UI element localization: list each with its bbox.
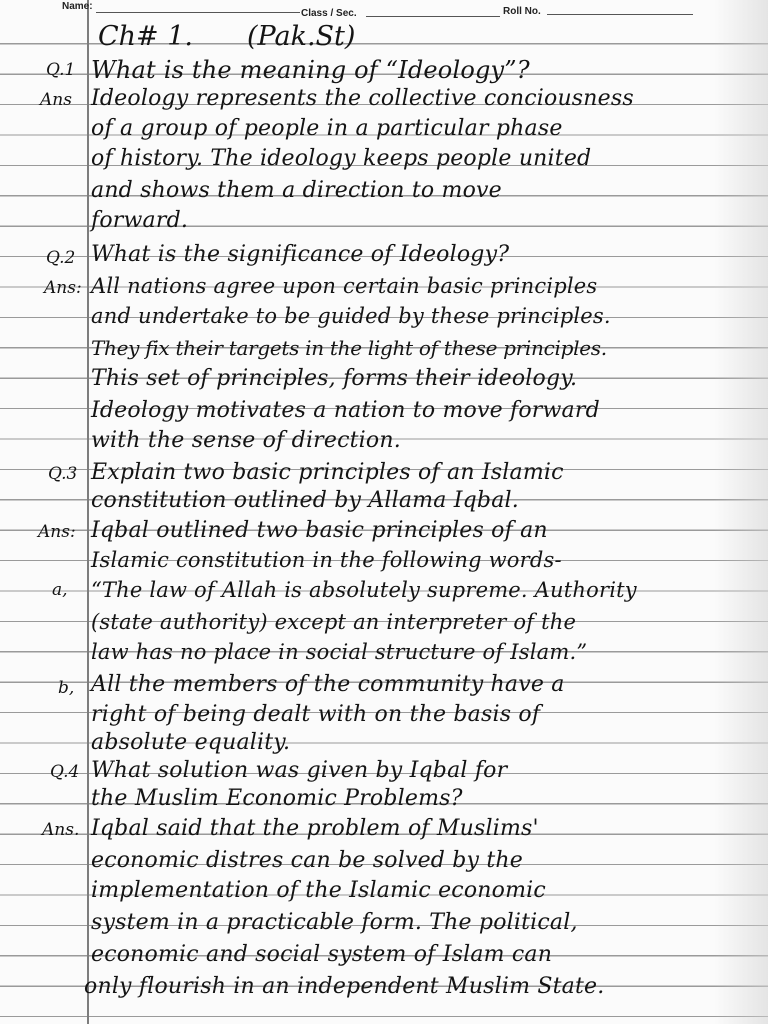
point-b-line-1: All the members of the community have a [91, 672, 565, 697]
ans2-line-5: Ideology motivates a nation to move forward [91, 398, 600, 423]
ans2-line-6: with the sense of direction. [91, 428, 401, 453]
roll-blank [547, 14, 693, 15]
answer-1-marker: Ans [40, 90, 72, 110]
ans4-line-6: only flourish in an independent Muslim State. [84, 974, 605, 999]
q1-text: What is the meaning of “Ideology”? [91, 56, 530, 84]
point-a-line-2: (state authority) except an interpreter of the [91, 610, 577, 634]
ans4-line-1: Iqbal said that the problem of Muslims' [91, 816, 539, 841]
ans4-line-2: economic distres can be solved by the [91, 848, 524, 873]
answer-4-marker: Ans. [42, 820, 80, 840]
q4-line-2: the Muslim Economic Problems? [91, 786, 463, 811]
point-b-line-2: right of being dealt with on the basis of [91, 702, 541, 727]
q3-line-1: Explain two basic principles of an Islamic [91, 460, 564, 485]
ans3-line-1: Iqbal outlined two basic principles of an [91, 518, 548, 543]
ans1-line-4: and shows them a direction to move [91, 178, 502, 203]
class-label: Class / Sec. [301, 8, 357, 19]
point-b-line-3: absolute equality. [91, 730, 291, 755]
ans2-line-2: and undertake to be guided by these principles. [91, 304, 611, 328]
chapter-heading: Ch# 1. [98, 21, 194, 52]
answer-2-marker: Ans: [44, 278, 82, 298]
subject-heading: (Pak.St) [247, 21, 356, 52]
ans1-line-2: of a group of people in a particular phase [91, 116, 563, 141]
ans2-line-1: All nations agree upon certain basic principles [91, 274, 598, 298]
point-a-marker: a, [52, 580, 68, 600]
class-blank [366, 16, 500, 17]
ans2-line-4: This set of principles, forms their ideology. [91, 366, 578, 391]
name-label: Name: [62, 1, 93, 12]
q2-text: What is the significance of Ideology? [91, 242, 510, 267]
page-header [0, 0, 768, 20]
ans3-line-2: Islamic constitution in the following words- [91, 548, 562, 572]
question-1-marker: Q.1 [46, 60, 76, 80]
roll-label: Roll No. [503, 6, 541, 17]
margin-line [87, 0, 89, 1024]
page-edge-shadow [714, 0, 768, 1024]
ans1-line-3: of history. The ideology keeps people united [91, 146, 592, 171]
question-4-marker: Q.4 [50, 762, 80, 782]
question-2-marker: Q.2 [46, 248, 76, 268]
ans2-line-3: They fix their targets in the light of these principles. [91, 336, 607, 360]
page-title [98, 21, 355, 52]
ans1-line-1: Ideology represents the collective conciousness [91, 86, 634, 111]
point-a-line-3: law has no place in social structure of Islam.” [91, 640, 588, 664]
ans4-line-5: economic and social system of Islam can [91, 942, 553, 967]
ans4-line-4: system in a practicable form. The political, [91, 910, 578, 935]
name-blank [96, 12, 300, 13]
ans4-line-3: implementation of the Islamic economic [91, 878, 546, 903]
ans1-line-5: forward. [91, 208, 189, 233]
point-a-line-1: “The law of Allah is absolutely supreme. Authority [91, 578, 637, 602]
answer-3-marker: Ans: [38, 522, 76, 542]
q4-line-1: What solution was given by Iqbal for [91, 758, 508, 783]
q3-line-2: constitution outlined by Allama Iqbal. [91, 488, 519, 513]
point-b-marker: b, [58, 678, 75, 698]
question-3-marker: Q.3 [48, 464, 78, 484]
